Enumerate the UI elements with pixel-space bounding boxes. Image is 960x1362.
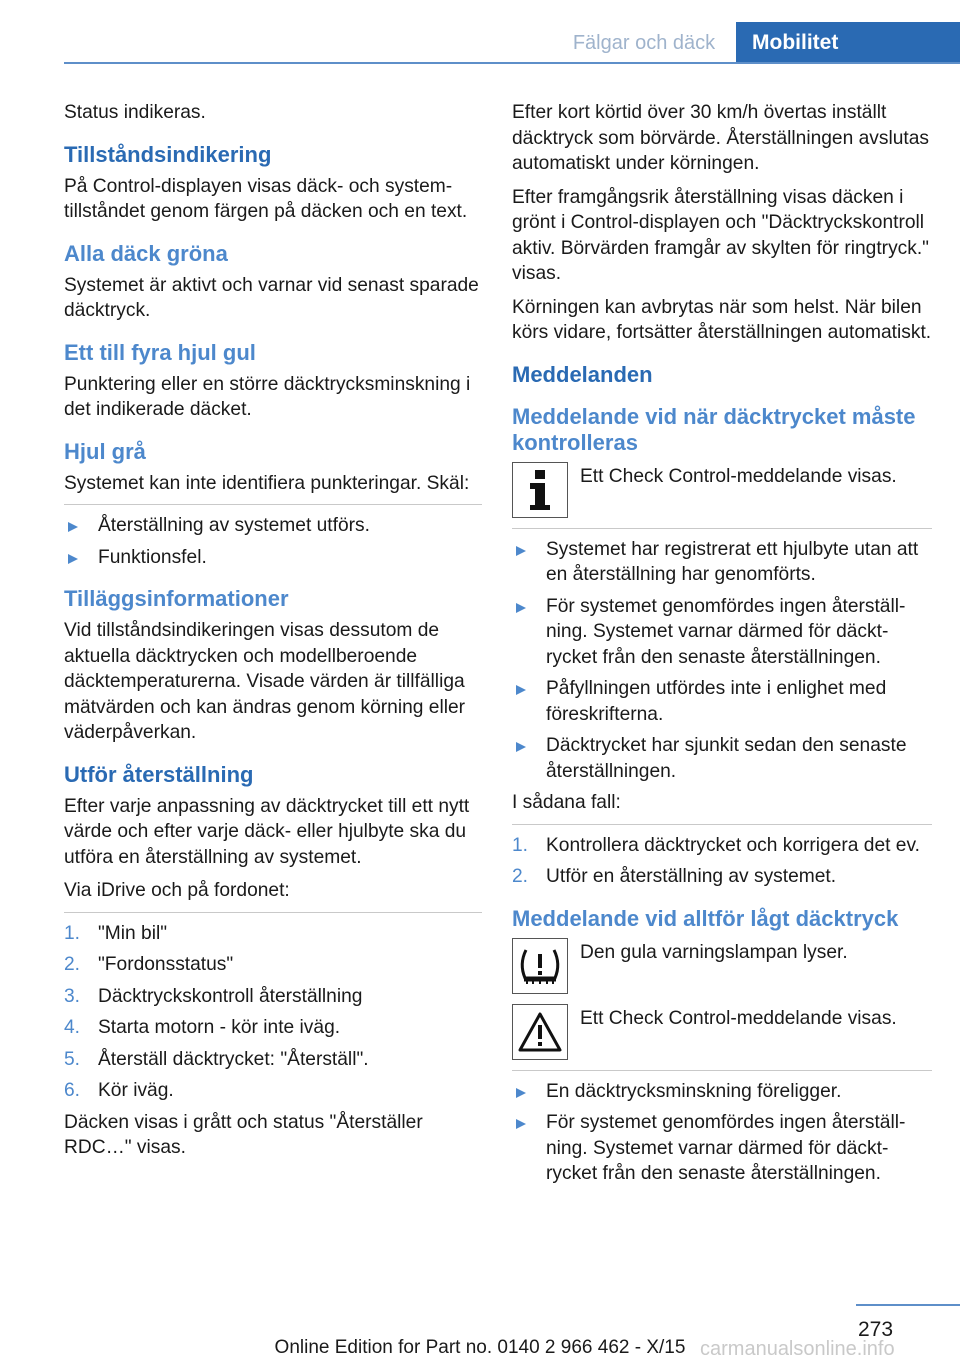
info-icon xyxy=(512,462,568,518)
step-text: Utför en återställning av systemet. xyxy=(546,866,837,887)
step-text: Kontrollera däcktrycket och korrigera det ev. xyxy=(546,834,920,856)
header-rule xyxy=(64,62,960,64)
tire-lamp-row xyxy=(512,938,932,994)
list-item: Påfyllningen utfördes inte i enlighet med föreskrifterna. xyxy=(512,676,932,727)
step-number: 2. xyxy=(64,954,81,975)
warning-text: Ett Check Control-meddelande visas. xyxy=(580,1007,897,1029)
separator xyxy=(512,1070,932,1071)
list-item: Däcktrycket har sjunkit sedan den senaste återställningen. xyxy=(512,733,932,784)
lagt-list xyxy=(512,1079,932,1187)
step-text: Kör iväg. xyxy=(98,1080,174,1101)
header-section-tab: Fälgar och däck xyxy=(572,32,716,54)
step-text: Däcktryckskontroll återställning xyxy=(98,985,363,1007)
list-item xyxy=(64,1015,482,1041)
heading-tillstand: Tillståndsindikering xyxy=(64,141,272,167)
info-icon-row xyxy=(512,462,932,518)
paragraph-utfor: Efter varje anpassning av däcktrycket till ett nytt värde och efter varje däck- eller hjulbyte ska du utföra en återställning av systemet. xyxy=(64,795,470,868)
paragraph-ett-till-fyra: Punktering eller en större däcktrycksminskning i det indikerade däcket. xyxy=(64,373,471,420)
step-number: 6. xyxy=(64,1080,81,1101)
fix-steps-list xyxy=(512,833,932,890)
list-item: Återställning av systemet utförs. xyxy=(64,513,482,539)
step-number: 3. xyxy=(64,985,81,1007)
list-item xyxy=(64,1078,482,1104)
paragraph-i-sadana-fall: I sådana fall: xyxy=(512,792,621,813)
list-item xyxy=(64,952,482,978)
footer-edition: Online Edition for Part no. 0140 2 966 462 - X/15 xyxy=(274,1337,686,1358)
step-text: Återställ däcktrycket: "Återställ". xyxy=(98,1048,369,1070)
heading-utfor: Utför återställning xyxy=(64,761,254,787)
list-item: Systemet har registrerat ett hjulbyte utan att en återställning har genomförts. xyxy=(512,537,932,588)
paragraph-tillagg: Vid tillståndsindikeringen visas dessutom de aktuella däcktrycken och modellberoende däcktemperaturerna. Visade värden är tillfälliga mätvärden och kan ändras genom körning eller väderpåverkan. xyxy=(64,620,466,743)
list-item xyxy=(64,1047,482,1073)
step-number: 5. xyxy=(64,1048,81,1070)
status-line: Status indikeras. xyxy=(64,102,206,123)
heading-hjul-gra: Hjul grå xyxy=(64,438,146,464)
left-column xyxy=(64,100,482,1169)
paragraph-via: Via iDrive och på fordonet: xyxy=(64,880,290,901)
paragraph-tillstand: På Control-displayen visas däck- och systemtillståndet genom färgen på däcken och en text. xyxy=(64,175,468,222)
heading-ett-till-fyra: Ett till fyra hjul gul xyxy=(64,339,256,365)
heading-alla-dack: Alla däck gröna xyxy=(64,240,228,266)
steps-list xyxy=(64,921,482,1104)
heading-tillagg: Tilläggsinformationer xyxy=(64,586,289,611)
separator xyxy=(512,824,932,825)
paragraph-1: Efter kort körtid över 30 km/h övertas inställt däcktryck som börvärde. Återställningen avslutas automatiskt under körningen. xyxy=(512,102,929,174)
paragraph-end: Däcken visas i grått och status "Återställer RDC…" visas. xyxy=(64,1111,423,1158)
list-item: Funktionsfel. xyxy=(64,545,482,571)
header-chapter-tab: Mobilitet xyxy=(736,22,960,64)
kontroll-list xyxy=(512,537,932,785)
list-item: För systemet genomfördes ingen återställning. Systemet varnar därmed för däcktrycket från den senaste återställningen. xyxy=(512,1110,932,1187)
warning-triangle-icon xyxy=(512,1004,568,1060)
info-text: Ett Check Control-meddelande visas. xyxy=(580,465,897,487)
list-item xyxy=(512,833,932,859)
step-text: Starta motorn - kör inte iväg. xyxy=(98,1017,341,1038)
paragraph-3: Körningen kan avbrytas när som helst. När bilen körs vidare, fortsätter återställningen automatiskt. xyxy=(512,296,932,343)
heading-meddelanden: Meddelanden xyxy=(512,361,653,387)
heading-lagt-tryck: Meddelande vid alltför lågt däcktryck xyxy=(512,905,899,931)
separator xyxy=(64,912,482,913)
list-item: En däcktrycksminskning föreligger. xyxy=(512,1079,932,1105)
page-number: 273 xyxy=(858,1318,894,1341)
heading-kontroll: Meddelande vid när däcktrycket måste kontrolleras xyxy=(512,403,916,455)
step-number: 4. xyxy=(64,1017,81,1038)
tire-pressure-warning-icon xyxy=(512,938,568,994)
watermark: carmanualsonline.info xyxy=(700,1338,895,1360)
step-number: 2. xyxy=(512,866,529,887)
separator xyxy=(64,504,482,505)
separator xyxy=(512,528,932,529)
paragraph-hjul-gra: Systemet kan inte identifiera punkteringar. Skäl: xyxy=(64,472,470,494)
hjul-list xyxy=(64,513,482,570)
step-text: "Min bil" xyxy=(98,922,168,944)
step-number: 1. xyxy=(512,834,529,856)
page-number-rule xyxy=(856,1304,960,1306)
step-number: 1. xyxy=(64,922,81,944)
paragraph-alla-dack: Systemet är aktivt och varnar vid senast sparade däcktryck. xyxy=(64,274,479,321)
list-item xyxy=(64,984,482,1010)
step-text: "Fordonsstatus" xyxy=(98,954,234,975)
paragraph-2: Efter framgångsrik återställning visas däcken i grönt i Control-displayen och "Däcktryckskontroll aktiv. Börvärden framgår av skylten för ringtryck." visas. xyxy=(512,186,929,284)
right-column xyxy=(512,100,932,1193)
warning-row xyxy=(512,1004,932,1060)
list-item xyxy=(512,864,932,890)
list-item: För systemet genomfördes ingen återställning. Systemet varnar därmed för däcktrycket från den senaste återställningen. xyxy=(512,594,932,671)
list-item xyxy=(64,921,482,947)
lamp-text: Den gula varningslampan lyser. xyxy=(580,941,848,963)
